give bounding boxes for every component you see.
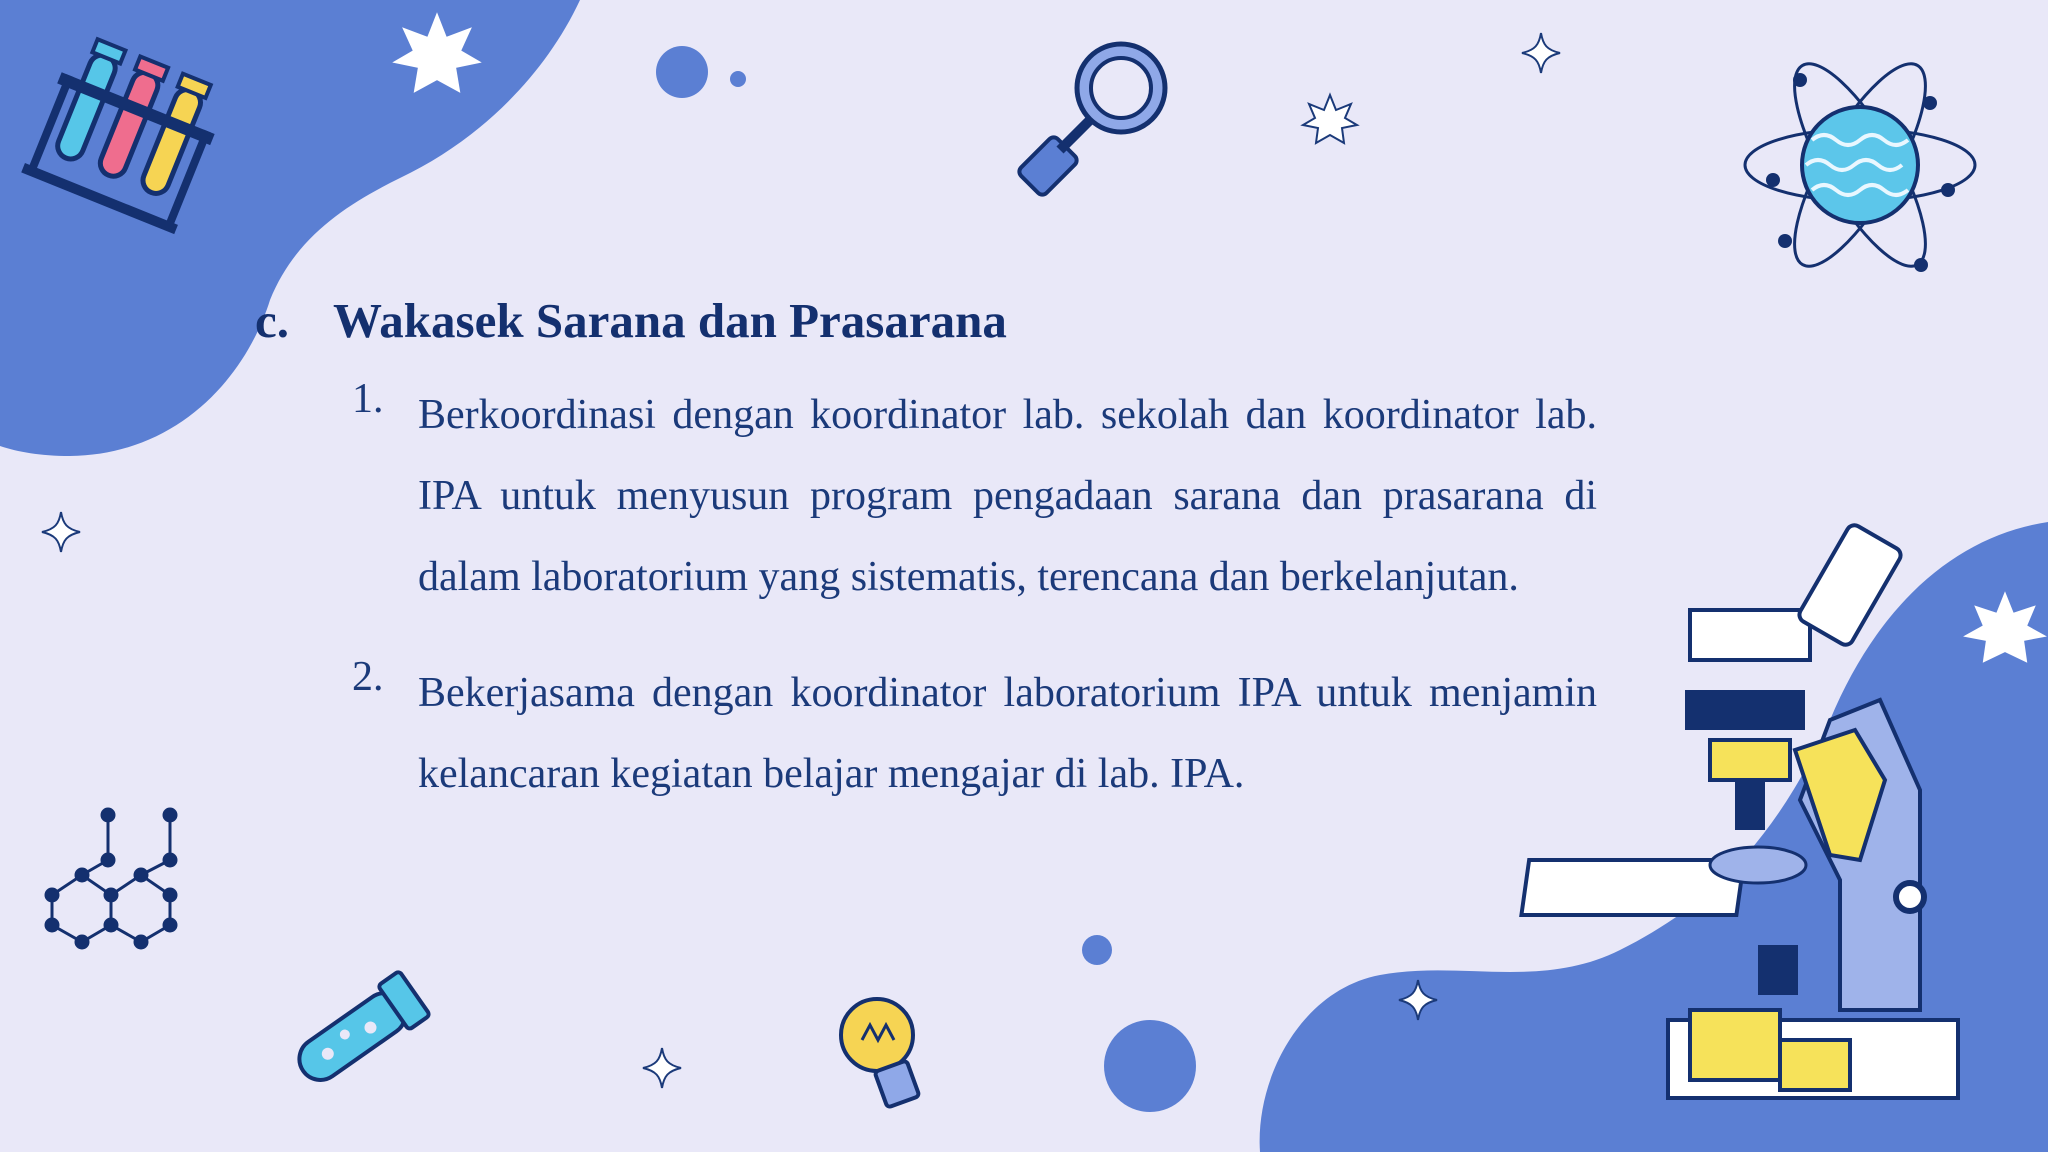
list-item-text: Berkoordinasi dengan koordinator lab. sekolah dan koordinator lab. IPA untuk menyusun program pengadaan sarana dan prasarana di dalam laboratorium yang sistematis, terencana dan berkelanjutan. xyxy=(418,392,1597,600)
star-icon xyxy=(1303,95,1357,143)
magnifier-icon xyxy=(1017,44,1165,197)
sparkle-icon xyxy=(42,512,80,552)
list-item-number: 1. xyxy=(352,376,384,422)
list-item-text: Bekerjasama dengan koordinator laboratorium IPA untuk menjamin kelancaran kegiatan belajar mengajar di lab. IPA. xyxy=(418,670,1597,797)
dot-circle xyxy=(1104,1020,1196,1112)
vial-icon xyxy=(288,971,430,1093)
list-item-number: 2. xyxy=(352,654,384,700)
section-heading xyxy=(255,292,1007,349)
molecule-icon xyxy=(46,809,176,948)
list-item xyxy=(352,653,1597,815)
dot-circle xyxy=(730,71,746,87)
dot-circle xyxy=(656,46,708,98)
sparkle-icon xyxy=(643,1048,681,1088)
atom-icon xyxy=(1745,47,1975,282)
light-bulb-icon xyxy=(841,999,919,1108)
sparkle-icon xyxy=(1522,33,1560,73)
dot-circle xyxy=(1082,935,1112,965)
numbered-list xyxy=(352,375,1597,815)
section-title: Wakasek Sarana dan Prasarana xyxy=(333,293,1007,348)
list-item xyxy=(352,375,1597,618)
section-marker: c. xyxy=(255,293,289,348)
